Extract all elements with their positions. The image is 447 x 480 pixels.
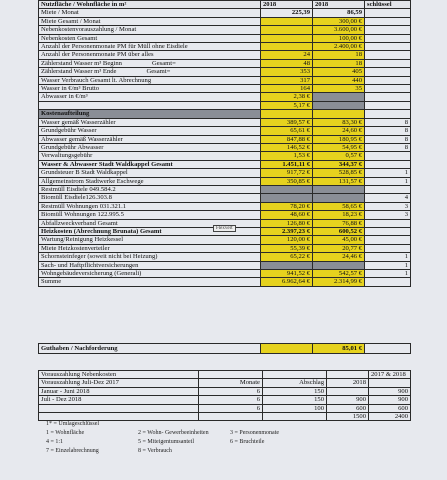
cost-value-b: 54,95 €	[313, 143, 365, 151]
cost-value-b: 542,57 €	[313, 270, 365, 278]
vor-col-monate: Monate	[199, 379, 263, 387]
param-value-b: 440	[313, 76, 365, 84]
cost-value-a: 917,72 €	[261, 169, 313, 177]
vor-row	[39, 396, 411, 404]
param-value-a	[261, 34, 313, 42]
param-row	[39, 17, 411, 25]
cost-label: Grundgebühr Wasser	[39, 127, 261, 135]
cost-key: 1	[365, 253, 411, 261]
vor-body	[39, 387, 411, 421]
cost-key: 8	[365, 143, 411, 151]
cost-label: Sach- und Haftpflichtversicherungen	[39, 261, 261, 269]
cost-key: 3	[365, 202, 411, 210]
vor-2018: 1500	[327, 413, 369, 421]
vor-subtitle: Vorauszahlung Juli-Dez 2017	[39, 379, 199, 387]
legend	[46, 420, 386, 456]
vor-row	[39, 404, 411, 412]
param-key	[365, 34, 411, 42]
param-value-b: 18	[313, 59, 365, 67]
cost-key	[365, 160, 411, 168]
cost-value-b: 20,77 €	[313, 244, 365, 252]
cost-label: Allgemeinstrom Stadtwerke Eschwege	[39, 177, 261, 185]
param-value-a: 48	[261, 59, 313, 67]
cost-key	[365, 152, 411, 160]
cost-key: 8	[365, 127, 411, 135]
cost-value-b: 131,57 €	[313, 177, 365, 185]
flexvert-stamp: Flexvert	[213, 225, 236, 232]
cost-value-a	[261, 185, 313, 193]
param-row	[39, 68, 411, 76]
header-year-a: 2018	[261, 1, 313, 9]
cost-key: 1	[365, 261, 411, 269]
param-gesamt: Gesamt=	[151, 59, 176, 67]
cost-key: 1	[365, 270, 411, 278]
cost-value-b	[313, 185, 365, 193]
param-row	[39, 51, 411, 59]
cost-value-a: 389,57 €	[261, 118, 313, 126]
rent-row	[39, 9, 411, 17]
cost-value-a: 78,20 €	[261, 202, 313, 210]
cost-value-b: 600,52 €	[313, 227, 365, 235]
vor-label	[39, 404, 199, 412]
cost-value-a	[261, 194, 313, 202]
param-value-a	[261, 43, 313, 51]
cost-value-a: 6.962,64 €	[261, 278, 313, 286]
cost-row	[39, 169, 411, 177]
param-key	[365, 59, 411, 67]
param-row	[39, 76, 411, 84]
cost-value-a: 120,00 €	[261, 236, 313, 244]
cost-value-a: 126,80 €	[261, 219, 313, 227]
param-key	[365, 26, 411, 34]
param-key	[365, 51, 411, 59]
params-body	[39, 17, 411, 109]
param-key	[365, 43, 411, 51]
cost-value-b: 18,23 €	[313, 211, 365, 219]
cost-value-b	[313, 261, 365, 269]
param-row	[39, 43, 411, 51]
param-row	[39, 85, 411, 93]
vorauszahlung-section	[38, 370, 410, 421]
rent-a: 225,39	[261, 9, 313, 17]
cost-row	[39, 127, 411, 135]
cost-value-a: 1,53 €	[261, 152, 313, 160]
cost-value-b: 180,95 €	[313, 135, 365, 143]
header-year-b: 2018	[313, 1, 365, 9]
vor-abschlag: 100	[263, 404, 327, 412]
section-title: Kostenaufteilung	[39, 110, 261, 118]
param-key	[365, 17, 411, 25]
cost-value-a: 65,22 €	[261, 253, 313, 261]
param-label-text: Zählerstand Wasser m³ Ende	[41, 68, 117, 76]
cost-label: Restmüll Eisdiele 049.584.2	[39, 185, 261, 193]
cost-value-b: 24,60 €	[313, 127, 365, 135]
param-value-b: 3.600,00 €	[313, 26, 365, 34]
costs-body	[39, 118, 411, 286]
cost-value-a	[261, 261, 313, 269]
param-label-text: Zählerstand Wasser m³ Beginn	[41, 59, 122, 67]
cost-label: Biomüll Eisdiele126.303.8	[39, 194, 261, 202]
cost-label: Grundgebühr Abwasser	[39, 143, 261, 151]
vor-abschlag: 150	[263, 387, 327, 395]
guthaben-section	[38, 343, 410, 354]
param-label	[39, 68, 261, 76]
param-key	[365, 101, 411, 109]
cost-label: Biomüll Wohnungen 122.995.5	[39, 211, 261, 219]
cost-row	[39, 211, 411, 219]
param-key	[365, 76, 411, 84]
cost-label: Heizkosten (Abrechnung Brunata) Gesamt	[39, 227, 261, 235]
param-label: Nebenkostenvorauszahlung / Monat	[39, 26, 261, 34]
param-gesamt: Gesamt=	[146, 68, 171, 76]
cost-value-a: 55,39 €	[261, 244, 313, 252]
cost-key: 8	[365, 118, 411, 126]
param-value-b	[313, 101, 365, 109]
vor-monate: 6	[199, 387, 263, 395]
vor-1718: 900	[369, 396, 411, 404]
cost-value-a: 350,85 €	[261, 177, 313, 185]
cost-key: 3	[365, 211, 411, 219]
param-label: Anzahl der Personenmonate PM für Müll ohne Eisdiele	[39, 43, 261, 51]
cost-value-b: 24,46 €	[313, 253, 365, 261]
vor-label: Juli - Dez 2018	[39, 396, 199, 404]
cost-value-a: 146,52 €	[261, 143, 313, 151]
cost-label: Verwaltungsgebühr	[39, 152, 261, 160]
cost-row	[39, 194, 411, 202]
cost-key	[365, 227, 411, 235]
cost-label: Summe	[39, 278, 261, 286]
param-value-b: 18	[313, 51, 365, 59]
cost-row	[39, 177, 411, 185]
legend-item: 8 = Verbrauch	[138, 448, 172, 454]
cost-key: 1	[365, 169, 411, 177]
cost-row	[39, 118, 411, 126]
vor-label: Januar - Juni 2018	[39, 387, 199, 395]
cost-value-b: 45,00 €	[313, 236, 365, 244]
cost-label: Wasser gemäß Wasserzähler	[39, 118, 261, 126]
cost-row	[39, 202, 411, 210]
param-value-b: 35	[313, 85, 365, 93]
vor-1718: 2400	[369, 413, 411, 421]
param-row	[39, 34, 411, 42]
cost-row	[39, 185, 411, 193]
param-value-a: 2,38 €	[261, 93, 313, 101]
cost-value-b	[313, 194, 365, 202]
cost-row	[39, 152, 411, 160]
param-value-b	[313, 93, 365, 101]
rent-b: 86,59	[313, 9, 365, 17]
guthaben-table	[38, 343, 411, 354]
cost-value-a: 65,61 €	[261, 127, 313, 135]
vor-monate: 6	[199, 396, 263, 404]
cost-label: Wasser & Abwasser Stadt Waldkappel Gesamt	[39, 160, 261, 168]
cost-row	[39, 244, 411, 252]
param-label	[39, 59, 261, 67]
vor-abschlag: 150	[263, 396, 327, 404]
param-value-a: 317	[261, 76, 313, 84]
param-value-a: 24	[261, 51, 313, 59]
header-key: schlüssel	[365, 1, 411, 9]
param-value-a: 5,17 €	[261, 101, 313, 109]
cost-row	[39, 253, 411, 261]
cost-value-b: 83,30 €	[313, 118, 365, 126]
cost-key	[365, 185, 411, 193]
cost-key: 1	[365, 177, 411, 185]
cost-value-a: 1.451,11 €	[261, 160, 313, 168]
cost-key	[365, 278, 411, 286]
header-row	[39, 1, 411, 9]
vor-2018	[327, 387, 369, 395]
param-value-b: 100,00 €	[313, 34, 365, 42]
param-row	[39, 26, 411, 34]
param-value-a: 164	[261, 85, 313, 93]
param-row	[39, 93, 411, 101]
cost-row	[39, 135, 411, 143]
cost-value-a: 2.397,23 €	[261, 227, 313, 235]
legend-item: 4 = 1:1	[46, 439, 64, 445]
vor-1718: 900	[369, 387, 411, 395]
param-label: Abwasser in €/m³	[39, 93, 261, 101]
vor-row	[39, 387, 411, 395]
cost-value-b: 58,65 €	[313, 202, 365, 210]
cost-value-a: 941,52 €	[261, 270, 313, 278]
param-label	[39, 101, 261, 109]
param-value-b: 2.400,00 €	[313, 43, 365, 51]
param-label: Miete Gesamt / Monat	[39, 17, 261, 25]
vor-1718: 600	[369, 404, 411, 412]
cost-row	[39, 143, 411, 151]
param-label: Wasser in €/m³ Brutto	[39, 85, 261, 93]
cost-row	[39, 278, 411, 286]
cost-value-b: 2.314,99 €	[313, 278, 365, 286]
param-value-a	[261, 17, 313, 25]
param-label: Nebenkosten Gesamt	[39, 34, 261, 42]
legend-item: 6 = Bruchteile	[230, 439, 265, 445]
param-row	[39, 59, 411, 67]
vor-2018: 600	[327, 404, 369, 412]
param-key	[365, 93, 411, 101]
param-value-b: 300,00 €	[313, 17, 365, 25]
param-value-a	[261, 26, 313, 34]
param-label: Anzahl der Personenmonate PM über alles	[39, 51, 261, 59]
vor-col-1718: 2017 & 2018	[369, 371, 411, 379]
cost-key	[365, 236, 411, 244]
cost-key	[365, 244, 411, 252]
legend-title: 1* = Umlageschlüssel	[46, 421, 100, 427]
cost-value-b: 528,85 €	[313, 169, 365, 177]
cost-label: Wartung/Reinigung Heizkessel	[39, 236, 261, 244]
legend-item: 7 = Einzelabrechnung	[46, 448, 99, 454]
cost-label: Schornsteinfeger (soweit nicht bei Heizung)	[39, 253, 261, 261]
param-value-b: 405	[313, 68, 365, 76]
section-row	[39, 110, 411, 118]
guthaben-label: Guthaben / Nachforderung	[39, 344, 261, 354]
vor-col-abschlag: Abschlag	[263, 379, 327, 387]
cost-label: Miete Heizkostenverteiler	[39, 244, 261, 252]
legend-item: 5 = Miteigentumsanteil	[138, 439, 195, 445]
cost-key: 8	[365, 135, 411, 143]
cost-value-a: 48,60 €	[261, 211, 313, 219]
cost-row	[39, 270, 411, 278]
vor-2018: 900	[327, 396, 369, 404]
cost-row	[39, 160, 411, 168]
vor-col-2018: 2018	[327, 379, 369, 387]
param-key	[365, 85, 411, 93]
cost-value-b: 344,37 €	[313, 160, 365, 168]
rent-label: Miete / Monat	[39, 9, 261, 17]
legend-items	[46, 429, 386, 456]
vor-monate: 6	[199, 404, 263, 412]
cost-label: Grundsteuer B Stadt Waldkappel	[39, 169, 261, 177]
cost-label: Wohngebäudeversicherung (Generali)	[39, 270, 261, 278]
cost-key	[365, 219, 411, 227]
cost-key: 4	[365, 194, 411, 202]
cost-sheet	[38, 0, 410, 287]
param-value-a: 353	[261, 68, 313, 76]
cost-label: Restmüll Wohnungen 031.321.1	[39, 202, 261, 210]
vorauszahlung-table	[38, 370, 411, 421]
vor-title: Vorauszahlung Nebenkosten	[39, 371, 199, 379]
cost-value-a: 847,88 €	[261, 135, 313, 143]
param-key	[365, 68, 411, 76]
cost-table	[38, 0, 411, 287]
cost-label: Abwasser gemäß Wasserzähler	[39, 135, 261, 143]
cost-value-b: 0,57 €	[313, 152, 365, 160]
param-row	[39, 101, 411, 109]
header-label: Nutzfläche / Wohnfläche in m²	[39, 1, 261, 9]
guthaben-value: 85,01 €	[313, 344, 365, 354]
cost-row	[39, 236, 411, 244]
legend-item: 3 = Personenmonate	[230, 430, 280, 436]
cost-value-b: 76,88 €	[313, 219, 365, 227]
legend-item: 2 = Wohn- Gewerbeeinheiten	[138, 430, 209, 436]
param-label: Wasser Verbrauch Gesamt lt. Abrechnung	[39, 76, 261, 84]
cost-row	[39, 261, 411, 269]
legend-item: 1 = Wohnfläche	[46, 430, 85, 436]
cost-label: Abfallzweckverband Gesamt	[39, 219, 261, 227]
